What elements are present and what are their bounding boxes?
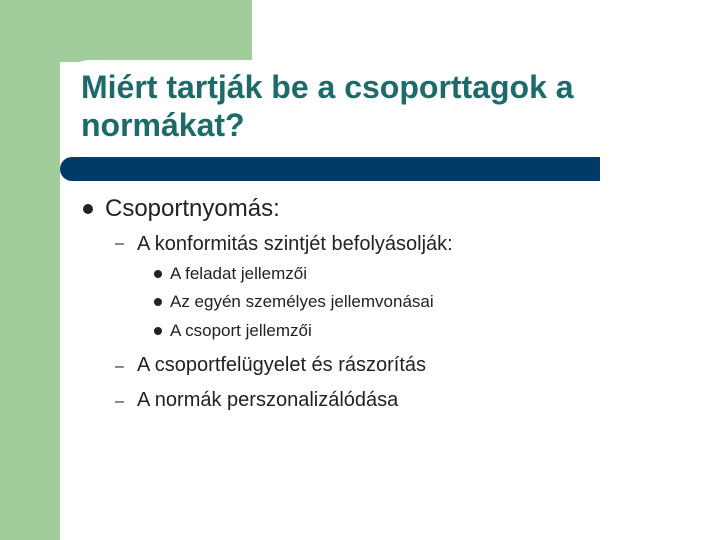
green-top-band [0, 0, 252, 62]
level2-item-konformitas: A konformitás szintjét befolyásolják: [137, 233, 453, 255]
level2-item-csoportfelugyelet: A csoportfelügyelet és rászorítás [137, 354, 427, 376]
level3-item-feladat: A feladat jellemzői [170, 264, 308, 283]
bullet-dot-icon [154, 327, 162, 335]
slide-title: Miért tartják be a csoporttagok a normákat? [81, 69, 574, 143]
dash-icon: – [115, 393, 124, 410]
bullet-dot-icon [154, 298, 162, 306]
level1-item-csoportnyomas: Csoportnyomás: [105, 195, 280, 222]
green-side-band [0, 0, 60, 540]
dash-icon: – [115, 235, 124, 252]
level2-item-normak: A normák perszonalizálódása [137, 389, 399, 411]
dash-icon: – [115, 358, 124, 375]
level3-item-csoport: A csoport jellemzői [170, 321, 312, 340]
bullet-dot-icon [83, 204, 93, 214]
title-underline-bar [60, 157, 600, 181]
level3-item-egyen: Az egyén személyes jellemvonásai [170, 292, 434, 311]
bullet-dot-icon [154, 270, 162, 278]
